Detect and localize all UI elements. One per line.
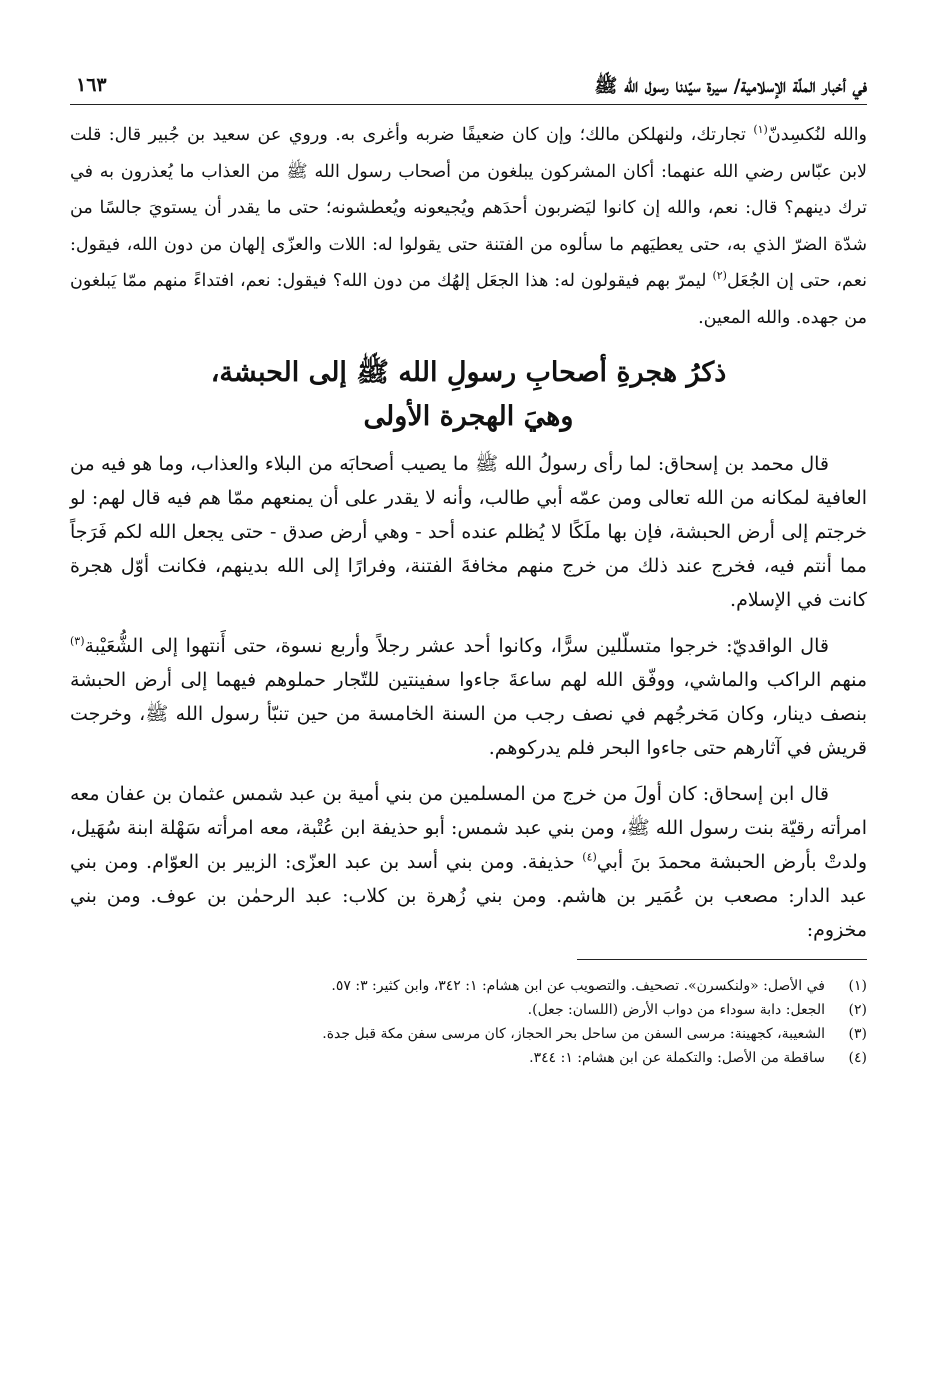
- paragraph-persecution: [70, 117, 867, 337]
- paragraph-waqidi: [70, 629, 867, 765]
- paragraph-ibn-ishaq-1: قال محمد بن إسحاق: لما رأى رسولُ الله ﷺ ما يصيب أصحابَه من البلاء والعذاب، وما هو فيه من العافية لمكانه من الله تعالى ومن عمّه أبي طالب، وأنه لا يقدر على أن يمنعهم ممّا هم فيه قال لهم: لو خرجتم إلى أرض الحبشة، فإن بها ملَكًا لا يُظلم عنده أحد - وهي أرض صدق - حتى يجعل الله لكم فَرَجاً مما أنتم فيه، فخرج عند ذلك من خرج منهم مخافةَ الفتنة، وفرارًا إلى الله بدينهم، فكانت أوّل هجرة كانت في الإسلام.: [70, 452, 867, 611]
- footnote-text: في الأصل: «ولنكسرن». تصحيف. والتصويب عن ابن هشام: ١: ٣٤٢، وابن كثير: ٣: ٥٧.: [331, 977, 825, 994]
- section-heading: [70, 351, 867, 439]
- footnote-ref-3: (٣): [70, 634, 85, 648]
- footnote-text: ساقطة من الأصل: والتكملة عن ابن هشام: ١: ٣٤٤.: [529, 1049, 825, 1066]
- footnote-item: [70, 1046, 867, 1070]
- paragraph-gap: [70, 765, 867, 777]
- section-heading-line-2: وهيَ الهجرة الأولى: [363, 400, 574, 432]
- footnote-item: [70, 1022, 867, 1046]
- text-run: قال الواقديّ: خرجوا متسلّلين سرًّا، وكانوا أحد عشر رجلاً وأربع نسوة، حتى أَنتهوا إلى الشُّعَيْبة: [84, 634, 829, 657]
- footnote-ref-4: (٤): [582, 850, 597, 864]
- footnotes: [70, 974, 867, 1070]
- book-page: [70, 70, 867, 1340]
- text-run: تجارتك، ولنهلكن مالك؛ وإن كان ضعيفًا ضربه وأغرى به. وروي عن سعيد بن جُبير قال: قلت لابن عبّاس رضي الله عنهما: أكان المشركون يبلغون من أصحاب رسول الله ﷺ من العذاب ما يُعذرون به في ترك دينهم؟ قال: نعم، والله إن كانوا ليَضربون أحدَهم ويُجيعونه ويُعطشونه؛ حتى ما يقدر أن يستويَ جالسًا من شدّة الضرّ الذي به، حتى يعطيَهم ما سألوه من الفتنة حتى يقولوا له: اللات والعزّى إلهان من دون الله، فيقول: نعم، حتى إن الجُعَل: [70, 125, 868, 292]
- footnote-item: [70, 998, 867, 1022]
- footnote-item: [70, 974, 867, 998]
- paragraph-ibn-ishaq-2: [70, 777, 867, 947]
- footnote-number: (٢): [848, 1001, 867, 1018]
- footnote-number: (١): [848, 977, 867, 994]
- footnote-ref-1: (١): [753, 123, 768, 137]
- text-run: ليمرّ بهم فيقولون له: هذا الجعَل إلهُك من دون الله؟ فيقول: نعم، افتداءً منهم ممّا يَبلغون من جهده. والله المعين.: [70, 271, 867, 328]
- section-heading-line-1: ذكرُ هجرةِ أصحابِ رسولِ الله ﷺ إلى الحبشة،: [210, 356, 727, 388]
- paragraph-gap: [70, 617, 867, 629]
- text-run: حذيفة. ومن بني أسد بن عبد العزّى: الزبير بن العوّام. ومن بني عبد الدار: مصعب بن عُمَير بن هاشم. ومن بني زُهرة بن كلاب: عبد الرحمٰن بن عوف. ومن بني مخزوم:: [70, 850, 867, 941]
- main-text: [70, 117, 867, 947]
- footnote-number: (٤): [848, 1049, 867, 1066]
- footnote-ref-2: (٢): [712, 269, 727, 283]
- running-header: [70, 70, 867, 105]
- page-number: ١٦٣: [76, 74, 107, 96]
- footnote-number: (٣): [848, 1025, 867, 1042]
- text-run: قال ابن إسحاق: كان أولَ من خرج من المسلمين من بني أمية بن عبد شمس عثمان بن عفان معه امرأته رقيّة بنت رسول الله ﷺ، ومن بني عبد شمس: أبو حذيفة ابن عُتْبة، معه امرأته سَهْلة ابنة سُهَيل، ولدتْ بأرض الحبشة محمدَ بنَ أبي: [70, 782, 867, 873]
- footnote-text: الشعيبة، كجهينة: مرسى السفن من ساحل بحر الحجاز، كان مرسى سفن مكة قبل جدة.: [322, 1025, 825, 1042]
- footnote-separator: [577, 959, 867, 960]
- text-run: منهم الراكب والماشي، ووفّق الله لهم ساعةَ جاءوا سفينتين للتّجار حملوهم فيهما إلى أرض الحبشة بنصف دينار، وكان مَخرجُهم في نصف رجب من السنة الخامسة من حين تنبّأ رسول الله ﷺ، وخرجت قريش في آثارهم حتى جاءوا البحر فلم يدركوهم.: [70, 668, 867, 759]
- footnote-text: الجعل: دابة سوداء من دواب الأرض (اللسان: جعل).: [527, 1001, 825, 1018]
- text-run: والله لنُكسِدنّ: [767, 125, 868, 145]
- running-title: في أخبار الملّة الإسلامية/ سيرة سيّدنا رسول الله ﷺ: [594, 75, 867, 97]
